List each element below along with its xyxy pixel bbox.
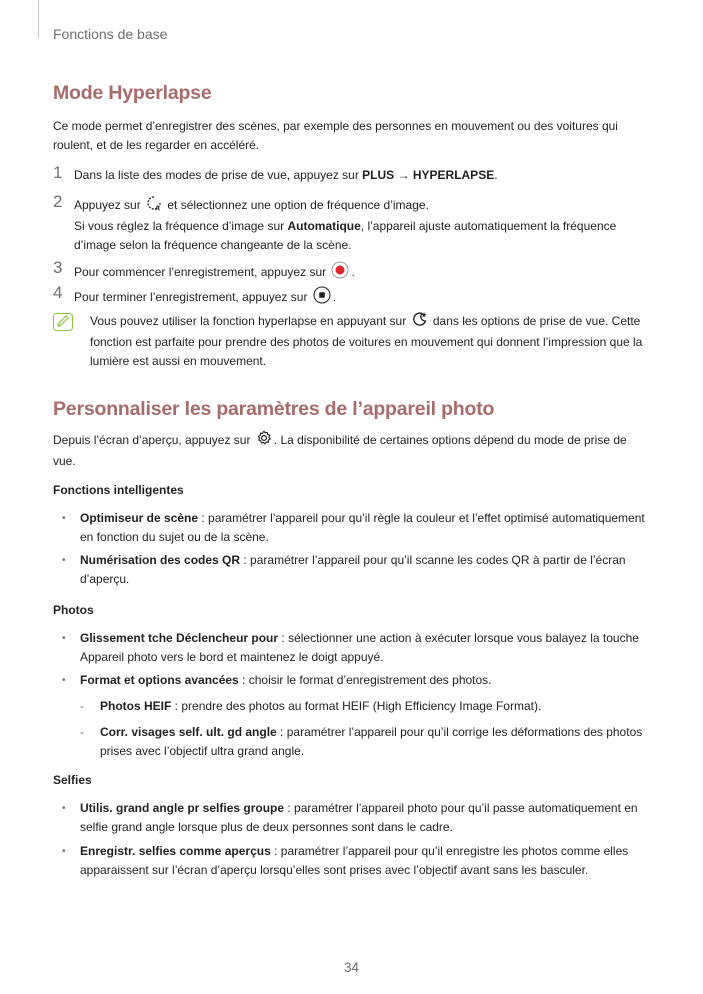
bullet: • (62, 675, 66, 686)
section-title-hyperlapse: Mode Hyperlapse (53, 82, 212, 104)
frame-rate-auto-icon (146, 195, 162, 217)
page-number: 34 (343, 960, 360, 975)
hyperlapse-intro: Ce mode permet d’enregistrer des scènes, par exemple des personnes en mouvement ou des voitures qui roulent, et de les regarder en accéléré. (53, 119, 618, 152)
section-title-custom-settings: Personnaliser les paramètres de l’appareil photo (53, 398, 495, 420)
record-button-icon (331, 261, 349, 285)
dash: - (80, 699, 84, 713)
step-text: Dans la liste des modes de prise de vue, appuyez sur PLUS → HYPERLAPSE. (74, 168, 498, 182)
header-rule (38, 0, 39, 38)
bullet: • (62, 803, 66, 814)
step-text: Pour commencer l’enregistrement, appuyez sur . (74, 261, 649, 285)
custom-intro: Depuis l’écran d’aperçu, appuyez sur . La disponibilité de certaines options dépend du mode de prise de vue. (53, 430, 649, 471)
subheading-photos: Photos (53, 603, 94, 617)
step-text: Appuyez sur A et sélectionnez une option de fréquence d’image. Si vous réglez la fréquence d’image sur Automatique, l’appareil ajuste automatiquement la fréquence d’image selon la fréquence changeante de la scène. (74, 195, 649, 255)
star-trail-icon (412, 311, 428, 333)
bullet: • (62, 513, 66, 524)
step-text: Pour terminer l’enregistrement, appuyez sur . (74, 286, 649, 310)
note-text: Vous pouvez utiliser la fonction hyperlapse en appuyant sur dans les options de prise de vue. Cette fonction est parfaite pour prendre des photos de voitures en mouvement qui donnent l’impression que la lumière est aussi en mouvement. (90, 311, 649, 371)
step-number: 2 (53, 192, 63, 211)
subheading-selfies: Selfies (53, 773, 92, 787)
step-number: 1 (53, 163, 63, 182)
step-number: 3 (53, 258, 63, 277)
bullet: • (62, 846, 66, 857)
bullet: • (62, 633, 66, 644)
dash: - (80, 725, 84, 739)
running-header: Fonctions de base (53, 26, 168, 42)
bullet: • (62, 555, 66, 566)
stop-button-icon (313, 286, 331, 310)
step-number: 4 (53, 283, 63, 302)
settings-gear-icon (256, 430, 272, 452)
manual-page: Fonctions de base Mode Hyperlapse Ce mode permet d’enregistrer des scènes, par exemple des personnes en mouvement ou des voitures qui roulent, et de les regarder en accéléré. 1 Dans la liste des modes de prise de vue, appuyez sur PLUS → HYPERLAPSE. 2 Appuyez sur A et sélectionnez une option de fréquence d’image. Si vous réglez la fréquence d’image sur Automatique, l’appareil ajuste automatiquement la fréquence d’image selon la fréquence changeante de la scène. 3 Pour commencer l’enregistrement, appuyez sur . 4 Pour terminer l’enregistrement, appuyez sur . Vous pouvez utiliser la fonction hyperlapse en appuyant sur dans les options de prise de vue. Cette fonction est parfaite pour prendre des photos de voitures en mouvement qui donnent l’impression que la lumière est aussi en mouvement. Personnaliser les paramètres de l’appareil photo Depuis l’écran d’aperçu, appuyez sur . La disponibilité de certaines options dépend du mode de prise de vue. Fonctions intelligentes • Optimiseur de scène : paramétrer l’appareil pour qu’il règle la couleur et l’effet optimisé automatiquement en fonction du sujet ou de la scène. • Numérisation des codes QR : paramétrer l’appareil pour qu’il scanne les codes QR à partir de l’écran d’aperçu. Photos • Glissement tche Déclencheur pour : sélectionner une action à exécuter lorsque vous balayez la touche Appareil photo vers le bord et maintenez le doigt appuyé. • Format et options avancées : choisir le format d’enregistrement des photos. - Photos HEIF : prendre des photos au format HEIF (High Efficiency Image Format). - Corr. visages self. ult. gd angle : paramétrer l’appareil pour qu’il corrige les déformations des photos prises avec l’objectif ultra grand angle. Selfies • Utilis. grand angle pr selfies groupe : paramétrer l’appareil photo pour qu’il passe automatiquement en selfie grand angle lorsque plus de deux personnes sont dans le cadre. • Enregistr. selfies comme aperçus : paramétrer l’appareil pour qu’il enregistre les photos comme elles apparaissent sur l’écran d’aperçu lorsqu’elles sont prises avec l’objectif avant sans les basculer. 34 (0, 0, 703, 994)
note-pencil-icon (53, 313, 73, 331)
svg-text:A: A (155, 205, 161, 211)
subheading-smart-features: Fonctions intelligentes (53, 483, 184, 497)
